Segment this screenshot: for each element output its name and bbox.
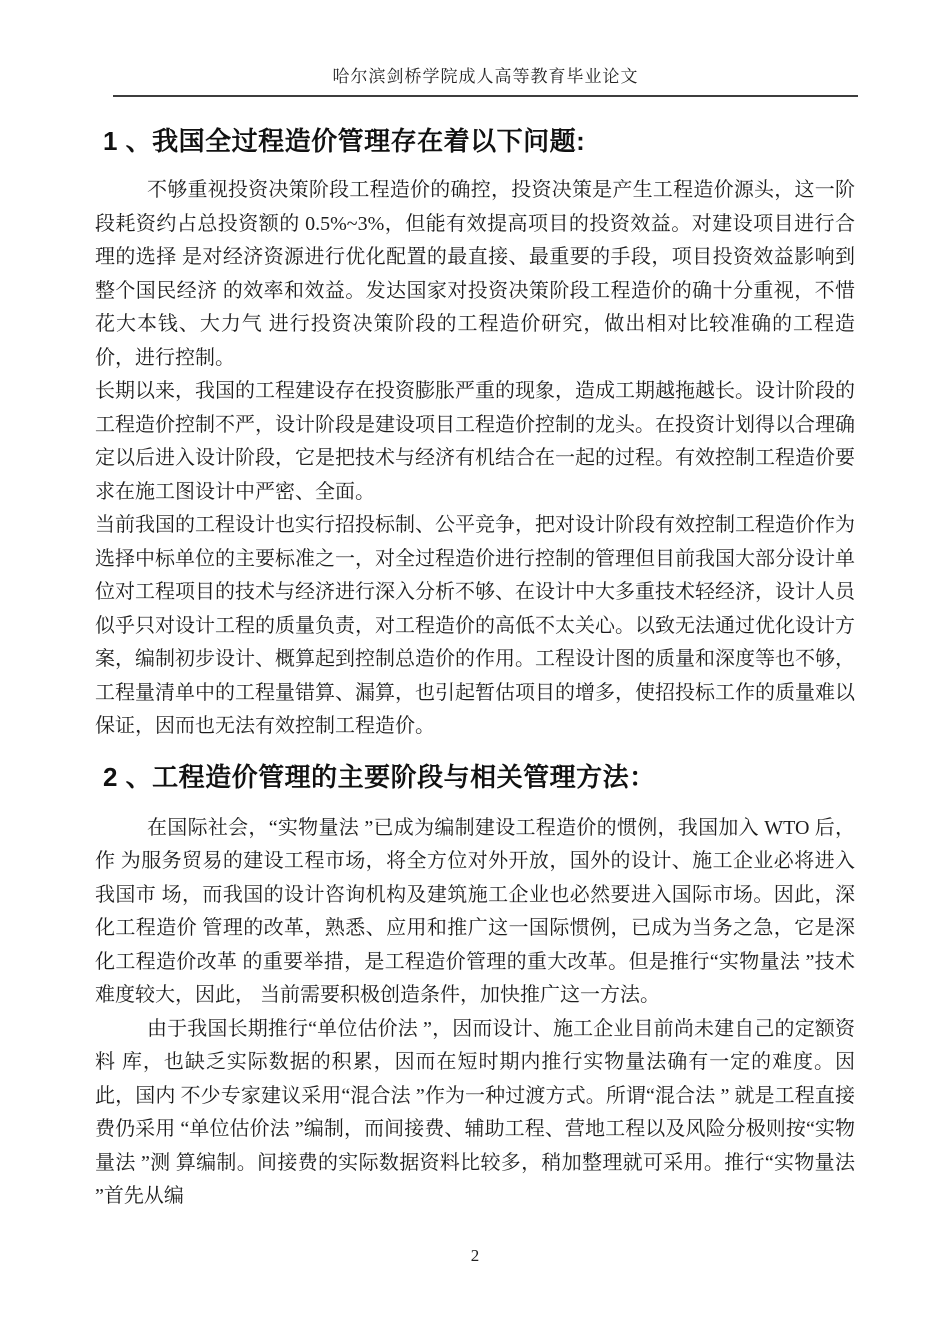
section-1-paragraph-1: 不够重视投资决策阶段工程造价的确控，投资决策是产生工程造价源头，这一阶段耗资约占总投资额的 0.5%~3%，但能有效提高项目的投资效益。对建设项目进行合理的选择 是对经济资源进行优化配置的最直接、最重要的手段，项目投资效益影响到整个国民经济 的效率和效益。发达国家对投资决策阶段工程造价的确十分重视，不惜花大本钱、大力气 进行投资决策阶段的工程造价研究，做出相对比较准确的工程造价，进行控制。: [95, 179, 855, 369]
page-footer: [0, 1246, 950, 1266]
section-1-heading: 1 、我国全过程造价管理存在着以下问题:: [103, 126, 586, 156]
section-2-paragraph-1: 在国际社会，“实物量法 ”已成为编制建设工程造价的惯例，我国加入 WTO 后，作 为服务贸易的建设工程市场，将全方位对外开放，国外的设计、施工企业必将进入我国市 场，而我国的设计咨询机构及建筑施工企业也必然要进入国际市场。因此，深化工程造价 管理的改革，熟悉、应用和推广这一国际惯例，已成为当务之急，它是深化工程造价改革 的重要举措，是工程造价管理的重大改革。但是推行“实物量法 ”技术难度较大，因此， 当前需要积极创造条件，加快推广这一方法。: [95, 816, 855, 1006]
running-head: 哈尔滨剑桥学院成人高等教育毕业论文: [113, 62, 858, 97]
section-1-paragraph-3: 当前我国的工程设计也实行招投标制、公平竞争，把对设计阶段有效控制工程造价作为选择中标单位的主要标准之一，对全过程造价进行控制的管理但目前我国大部分设计单位对工程项目的技术与经济进行深入分析不够、在设计中大多重技术轻经济，设计人员似乎只对设计工程的质量负责，对工程造价的高低不太关心。以致无法通过优化设计方案，编制初步设计、概算起到控制总造价的作用。工程设计图的质量和深度等也不够，工程量清单中的工程量错算、漏算，也引起暂估项目的增多，使招投标工作的质量难以保证，因而也无法有效控制工程造价。: [95, 514, 855, 737]
page-number: 2: [470, 1246, 480, 1265]
document-body: [95, 92, 855, 1214]
section-1-paragraph-2: 长期以来，我国的工程建设存在投资膨胀严重的现象，造成工期越拖越长。设计阶段的工程造价控制不严，设计阶段是建设项目工程造价控制的龙头。在投资计划得以合理确定以后进入设计阶段，它是把技术与经济有机结合在一起的过程。有效控制工程造价要求在施工图设计中严密、全面。: [95, 380, 855, 503]
section-2-heading: 2 、工程造价管理的主要阶段与相关管理方法：: [103, 761, 656, 792]
section-2-paragraph-2: 由于我国长期推行“单位估价法 ”，因而设计、施工企业目前尚未建自己的定额资料 库，也缺乏实际数据的积累，因而在短时期内推行实物量法确有一定的难度。因此，国内 不少专家建议采用“混合法 ”作为一种过渡方式。所谓“混合法 ” 就是工程直接费仍采用 “单位估价法 ”编制，而间接费、辅助工程、营地工程以及风险分极则按“实物量法 ”测 算编制。间接费的实际数据资料比较多，稍加整理就可采用。推行“实物量法 ”首先从编: [95, 1017, 855, 1207]
